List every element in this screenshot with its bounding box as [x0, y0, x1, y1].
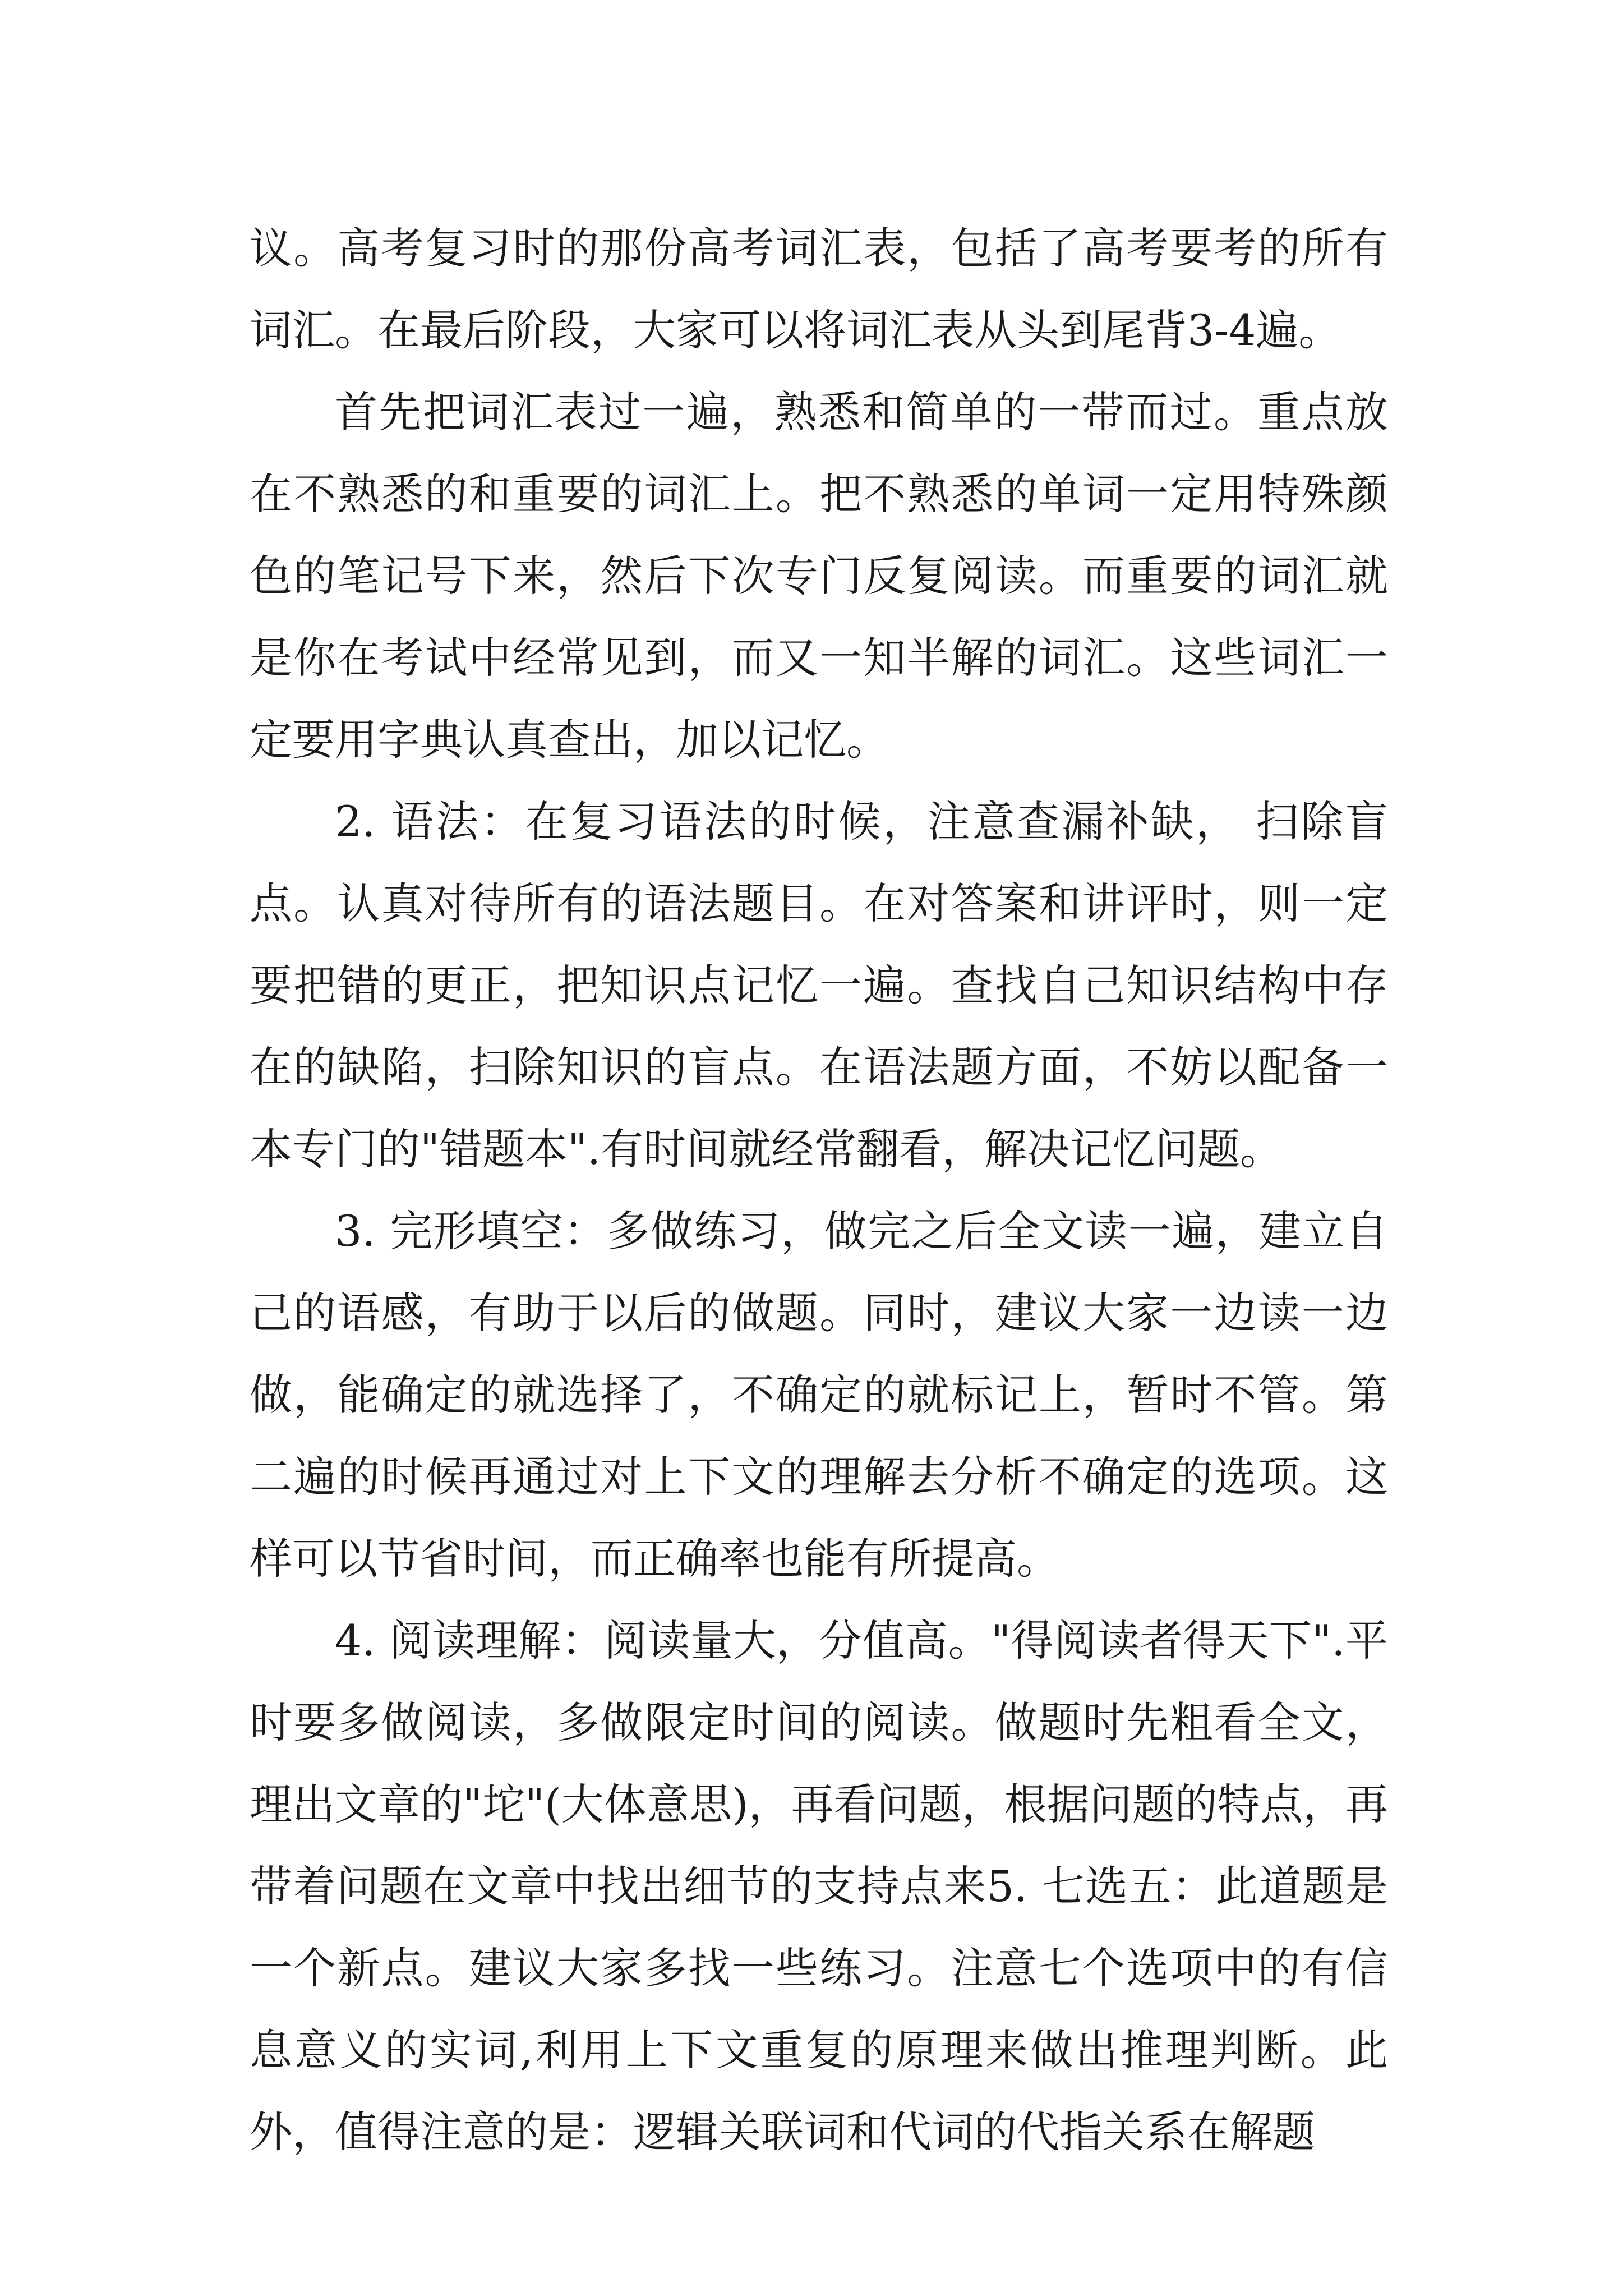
body-text — [250, 208, 1388, 2173]
paragraph-vocabulary-intro: 议。高考复习时的那份高考词汇表，包括了高考要考的所有词汇。在最后阶段，大家可以将词汇表从头到尾背3-4遍。 — [250, 223, 1388, 355]
paragraph-grammar: 2. 语法：在复习语法的时候，注意查漏补缺， 扫除盲点。认真对待所有的语法题目。在对答案和讲评时，则一定要把错的更正，把知识点记忆一遍。查找自己知识结构中存在的缺陷，扫除知识的盲点。在语法题方面，不妨以配备一本专门的"错题本".有时间就经常翻看，解决记忆问题。 — [250, 797, 1388, 1174]
paragraph-vocabulary-method: 首先把词汇表过一遍，熟悉和简单的一带而过。重点放在不熟悉的和重要的词汇上。把不熟悉的单词一定用特殊颜色的笔记号下来，然后下次专门反复阅读。而重要的词汇就是你在考试中经常见到，而又一知半解的词汇。这些词汇一定要用字典认真查出，加以记忆。 — [250, 387, 1388, 765]
paragraph-cloze: 3. 完形填空：多做练习，做完之后全文读一遍，建立自己的语感，有助于以后的做题。同时，建议大家一边读一边做，能确定的就选择了，不确定的就标记上，暂时不管。第二遍的时候再通过对上下文的理解去分析不确定的选项。这样可以节省时间，而正确率也能有所提高。 — [250, 1206, 1388, 1584]
paragraph-reading: 4. 阅读理解：阅读量大，分值高。"得阅读者得天下".平时要多做阅读，多做限定时间的阅读。做题时先粗看全文，理出文章的"坨"(大体意思)，再看问题，根据问题的特点，再带着问题在文章中找出细节的支持点来5. 七选五：此道题是一个新点。建议大家多找一些练习。注意七个选项中的有信息意义的实词,利用上下文重复的原理来做出推理判断。此外，值得注意的是：逻辑关联词和代词的代指关系在解题 — [250, 1616, 1388, 2157]
